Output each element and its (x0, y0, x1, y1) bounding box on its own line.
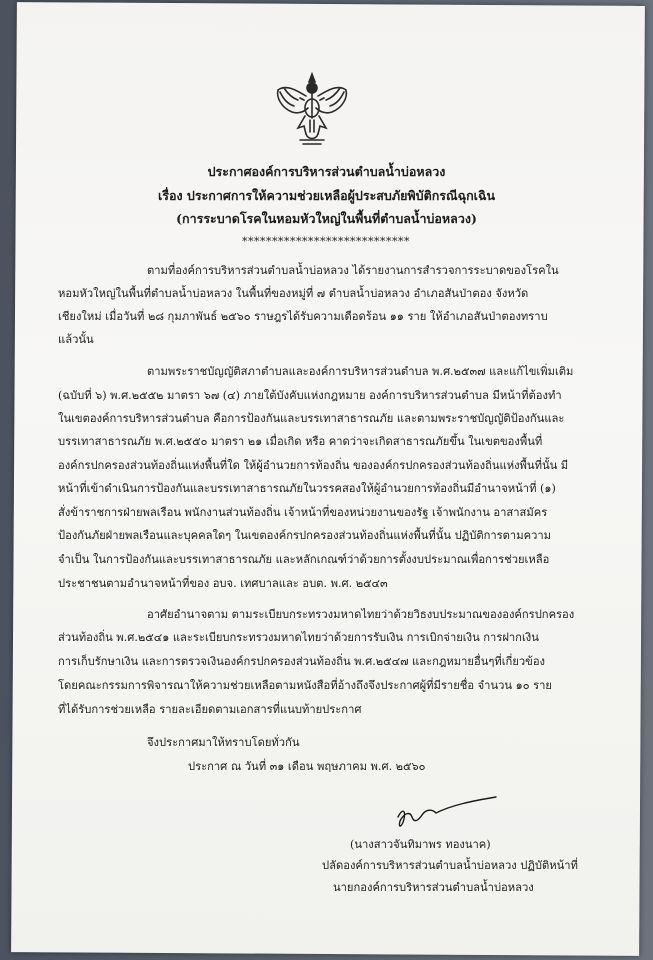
issuer-title: ประกาศองค์การบริหารส่วนตำบลน้ำบ่อหลวง (207, 164, 446, 179)
garuda-emblem-icon (270, 68, 354, 152)
paragraph-3-line: การเก็บรักษาเงิน และการตรวจเงินองค์กรปกครองส่วนท้องถิ่น พ.ศ.๒๕๔๗ และกฎหมายอื่นๆที่เกี่ยวข้อง (58, 655, 545, 668)
paragraph-2-line: สั่งข้าราชการฝ่ายพลเรือน พนักงานส่วนท้องถิ่น เจ้าหน้าที่ของหน่วยงานของรัฐ เจ้าพนักงาน อาสาสมัคร (58, 506, 548, 519)
paragraph-2-line: ในเขตองค์การบริหารส่วนตำบล คือการป้องกันและบรรเทาสาธารณภัย และตามพระราชบัญญัติป้องกันและ (58, 412, 565, 425)
closing-statement: จึงประกาศมาให้ทราบโดยทั่วกัน (147, 736, 300, 749)
paragraph-2-line: (ฉบับที่ ๖) พ.ศ.๒๕๕๒ มาตรา ๖๗ (๔) ภายใต้บังคับแห่งกฎหมาย องค์การบริหารส่วนตำบล มีหน้าที่ต้องทำ (58, 389, 562, 402)
paragraph-1-line: แล้วนั้น (58, 333, 94, 346)
paragraph-3-line: ส่วนท้องถิ่น พ.ศ.๒๕๔๑ และระเบียบกระทรวงมหาดไทยว่าด้วยการรับเงิน การเบิกจ่ายเงิน การฝากเงิน (58, 631, 539, 644)
signatory-position: นายกองค์การบริหารส่วนตำบลน้ำบ่อหลวง (333, 881, 534, 894)
separator-line: **************************** (242, 235, 410, 248)
paragraph-1-line: หอมหัวใหญ่ในพื้นที่ตำบลน้ำบ่อหลวง ในพื้นที่ของหมู่ที่ ๗ ตำบลน้ำบ่อหลวง อำเภอสันป่าตอง จังหวัด (58, 287, 529, 300)
paragraph-2-line: จำเป็น ในการป้องกันและบรรเทาสาธารณภัย และหลักเกณฑ์ว่าด้วยการตั้งงบประมาณเพื่อการช่วยเหลือ (58, 553, 550, 566)
signatory-name: (นางสาวจันทิมาพร ทองนาค) (350, 838, 491, 851)
paragraph-3-line: โดยคณะกรรมการพิจารณาให้ความช่วยเหลือตามหนังสือที่อ้างถึงจึงประกาศผู้ที่มีรายชื่อ จำนวน ๑๐ ราย (58, 679, 552, 692)
subject-title: เรื่อง ประกาศการให้ความช่วยเหลือผู้ประสบภัยพิบัติกรณีฉุกเฉิน (157, 188, 496, 203)
announcement-date: ประกาศ ณ วันที่ ๓๑ เดือน พฤษภาคม พ.ศ. ๒๕๖๐ (188, 760, 426, 773)
paragraph-1-line: ตามที่องค์การบริหารส่วนตำบลน้ำบ่อหลวง ได้รายงานการสำรวจการระบาดของโรคใน (147, 264, 559, 277)
paragraph-2-line: ตามพระราชบัญญัติสภาตำบลและองค์การบริหารส่วนตำบล พ.ศ.๒๕๓๗ และแก้ไขเพิ่มเติม (147, 365, 574, 378)
paragraph-2-line: ป้องกันภัยฝ่ายพลเรือนและบุคคลใดๆ ในเขตองค์กรปกครองส่วนท้องถิ่นแห่งพื้นที่นั้น ปฏิบัติการตามความ (58, 529, 552, 542)
handwritten-signature (392, 795, 502, 833)
paragraph-2-line: ประชาชนตามอำนาจหน้าที่ของ อบจ. เทศบาลและ อบต. พ.ศ. ๒๕๔๓ (58, 577, 388, 590)
signatory-position: ปลัดองค์การบริหารส่วนตำบลน้ำบ่อหลวง ปฏิบัติหน้าที่ (322, 859, 578, 872)
paragraph-3-line: ที่ได้รับการช่วยเหลือ รายละเอียดตามเอกสารที่แนบท้ายประกาศ (58, 703, 362, 716)
paragraph-2-line: บรรเทาสาธารณภัย พ.ศ.๒๕๕๐ มาตรา ๒๑ เมื่อเกิด หรือ คาดว่าจะเกิดสาธารณภัยขึ้น ในเขตของพื้นที่ (58, 435, 543, 448)
subject-detail: (การระบาดโรคในหอมหัวใหญ่ในพื้นที่ตำบลน้ำบ่อหลวง) (176, 211, 477, 226)
paragraph-3-line: อาศัยอำนาจตาม ตามระเบียบกระทรวงมหาดไทยว่าด้วยวิธงบประมาณขององค์กรปกครอง (147, 608, 575, 621)
paragraph-2-line: หน้าที่เข้าดำเนินการป้องกันและบรรเทาสาธารณภัยในวรรคสองให้ผู้อำนวยการท้องถิ่นมีอำนาจหน้าที่ (๑) (58, 482, 556, 495)
paragraph-1-line: เชียงใหม่ เมื่อวันที่ ๒๘ กุมภาพันธ์ ๒๕๖๐ ราษฎรได้รับความเดือดร้อน ๑๑ ราย ให้อำเภอสันป่าตองทราบ (58, 310, 548, 323)
paragraph-2-line: องค์กรปกครองส่วนท้องถิ่นแห่งพื้นที่ใด ให้ผู้อำนวยการท้องถิ่น ขององค์กรปกครองส่วนท้องถิ่นแห่งพื้นที่นั้น มี (58, 459, 569, 472)
